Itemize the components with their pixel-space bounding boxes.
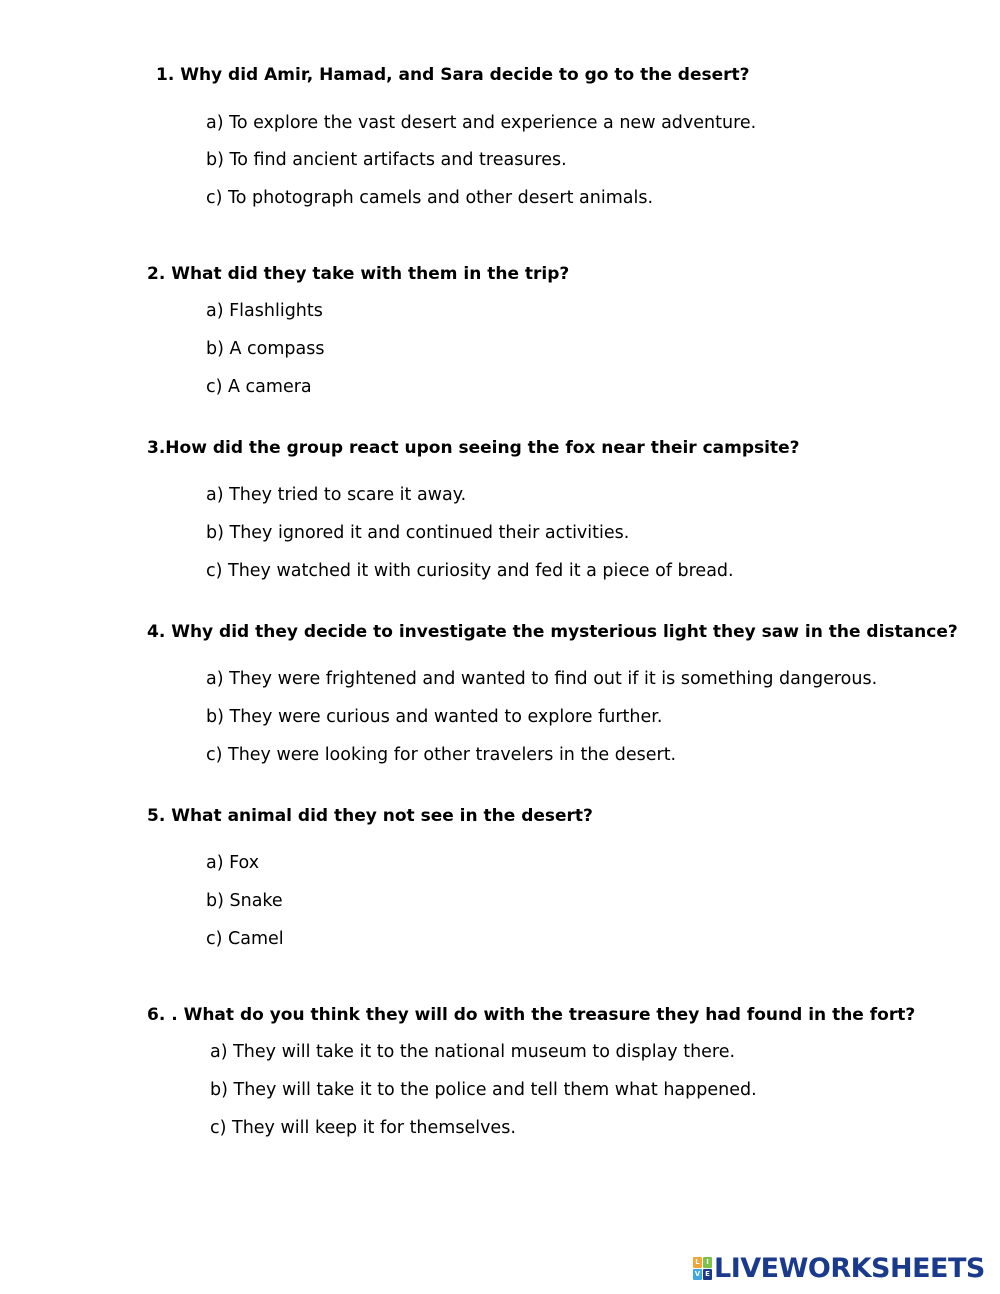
question-1: 1. Why did Amir, Hamad, and Sara decide to go to the desert?: [156, 65, 750, 85]
liveworksheets-logo-text: LIVEWORKSHEETS: [714, 1253, 985, 1284]
liveworksheets-logo-icon: [693, 1257, 712, 1281]
question-2-option-a[interactable]: a) Flashlights: [206, 301, 323, 321]
question-3: 3.How did the group react upon seeing the fox near their campsite?: [147, 438, 800, 458]
question-1-option-c[interactable]: c) To photograph camels and other desert animals.: [206, 188, 654, 208]
question-3-option-a[interactable]: a) They tried to scare it away.: [206, 485, 467, 505]
logo-icon-block-2: I: [703, 1257, 712, 1268]
question-6-option-c[interactable]: c) They will keep it for themselves.: [210, 1118, 516, 1138]
question-6-option-a[interactable]: a) They will take it to the national museum to display there.: [210, 1042, 736, 1062]
question-4: 4. Why did they decide to investigate the mysterious light they saw in the distance?: [147, 622, 958, 642]
question-4-option-b[interactable]: b) They were curious and wanted to explore further.: [206, 707, 663, 727]
question-3-option-c[interactable]: c) They watched it with curiosity and fed it a piece of bread.: [206, 561, 734, 581]
question-2-option-c[interactable]: c) A camera: [206, 377, 312, 397]
question-6: 6. . What do you think they will do with the treasure they had found in the fort?: [147, 1005, 916, 1025]
question-3-option-b[interactable]: b) They ignored it and continued their activities.: [206, 523, 630, 543]
logo-icon-block-3: V: [694, 1270, 701, 1278]
question-1-option-b[interactable]: b) To find ancient artifacts and treasures.: [206, 150, 567, 170]
question-5-option-a[interactable]: a) Fox: [206, 853, 260, 873]
question-6-option-b[interactable]: b) They will take it to the police and tell them what happened.: [210, 1080, 757, 1100]
question-5-option-c[interactable]: c) Camel: [206, 929, 284, 949]
logo-icon-block-1: L: [693, 1257, 702, 1268]
question-5: 5. What animal did they not see in the desert?: [147, 806, 593, 826]
question-4-option-a[interactable]: a) They were frightened and wanted to find out if it is something dangerous.: [206, 669, 878, 689]
question-1-option-a[interactable]: a) To explore the vast desert and experience a new adventure.: [206, 113, 757, 133]
liveworksheets-logo: [693, 1254, 985, 1284]
logo-icon-block-4: E: [703, 1269, 712, 1280]
question-2-option-b[interactable]: b) A compass: [206, 339, 325, 359]
question-4-option-c[interactable]: c) They were looking for other travelers in the desert.: [206, 745, 677, 765]
question-5-option-b[interactable]: b) Snake: [206, 891, 283, 911]
question-2: 2. What did they take with them in the trip?: [147, 264, 570, 284]
